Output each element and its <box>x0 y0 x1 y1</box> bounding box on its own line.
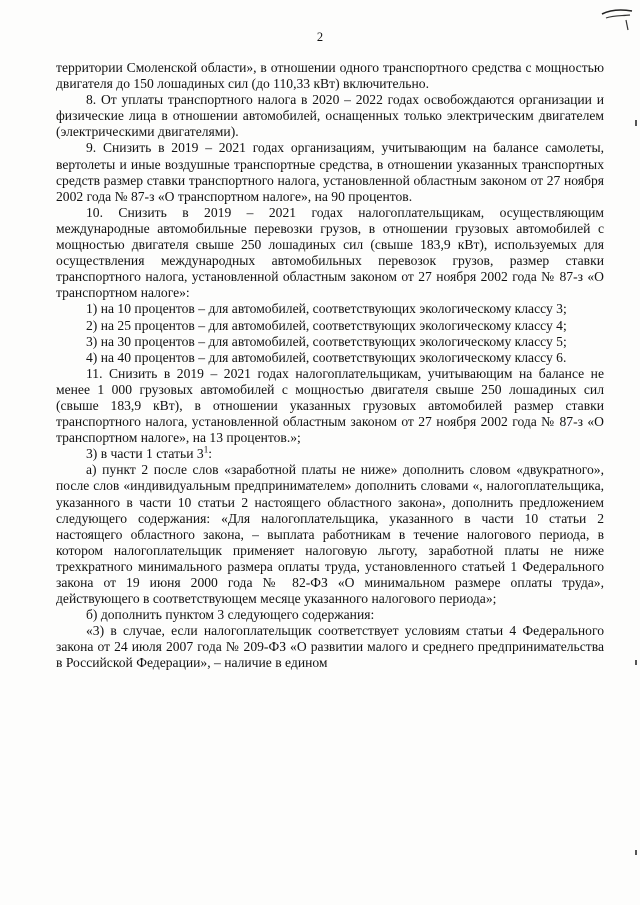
scan-edge-mark <box>635 850 637 855</box>
page-number: 2 <box>316 30 324 44</box>
document-body <box>56 60 604 672</box>
handwritten-mark-icon <box>600 6 634 32</box>
paragraph: 11. Снизить в 2019 – 2021 годах налогоплательщикам, учитывающим на балансе не менее 1 000 грузовых автомобилей с мощностью двигателя свыше 250 лошадиных сил (свыше 183,9 кВт), в отношении указанных грузовых автомобилей размер ставки транспортного налога, установленной областным законом от 27 ноября 2002 года № 87-з «О транспортном налоге», на 13 процентов.»; <box>56 365 604 446</box>
paragraph: б) дополнить пунктом 3 следующего содержания: <box>86 607 375 623</box>
scan-edge-mark <box>635 660 637 665</box>
scan-edge-mark <box>635 120 637 126</box>
list-item: 3) на 30 процентов – для автомобилей, соответствующих экологическому классу 5; <box>86 333 567 349</box>
paragraph: 8. От уплаты транспортного налога в 2020 – 2022 годах освобождаются организации и физические лица в отношении автомобилей, оснащенных только электрическим двигателем (электрическими двигателями). <box>56 92 604 140</box>
paragraph: а) пункт 2 после слов «заработной платы не ниже» дополнить словом «двукратного», после слов «индивидуальным предпринимателем» дополнить словами «, налогоплательщика, указанного в части 10 статьи 2 настоящего областного закона», дополнить предложением следующего содержания: «Для налогоплательщика, указанного в части 10 статьи 2 настоящего областного закона, – выплата работникам в течение налогового периода, в котором налогоплательщик применяет налоговую льготу, заработной платы не ниже трехкратного минимального размера оплаты труда, установленного статьей 1 Федерального закона от 19 июня 2000 года № 82-ФЗ «О минимальном размере оплаты труда», действующего в соответствующем месяце указанного налогового периода»; <box>56 462 604 607</box>
list-item: 2) на 25 процентов – для автомобилей, соответствующих экологическому классу 4; <box>86 317 567 333</box>
paragraph: «3) в случае, если налогоплательщик соответствует условиям статьи 4 Федерального закона от 24 июля 2007 года № 209-ФЗ «О развитии малого и среднего предпринимательства в Российской Федерации», – наличие в едином <box>56 623 604 671</box>
list-item: 4) на 40 процентов – для автомобилей, соответствующих экологическому классу 6. <box>86 349 567 365</box>
paragraph: 9. Снизить в 2019 – 2021 годах организациям, учитывающим на балансе самолеты, вертолеты и иные воздушные транспортные средства, в отношении указанных транспортных средств размер ставки транспортного налога, установленной областным законом от 27 ноября 2002 года № 87-з «О транспортном налоге», на 90 процентов. <box>56 140 604 204</box>
paragraph: 10. Снизить в 2019 – 2021 годах налогоплательщикам, осуществляющим международные автомобильные перевозки грузов, в отношении грузовых автомобилей с мощностью двигателя свыше 250 лошадиных сил (свыше 183,9 кВт), используемых для осуществления международных автомобильных перевозок грузов, размер ставки транспортного налога, установленной областным законом от 27 ноября 2002 года № 87-з «О транспортном налоге»: <box>56 204 604 301</box>
paragraph: территории Смоленской области», в отношении одного транспортного средства с мощностью двигателя до 150 лошадиных сил (до 110,33 кВт) включительно. <box>56 60 604 92</box>
paragraph: 3) в части 1 статьи $3^1$: <box>86 444 212 462</box>
superscript: 1 <box>203 444 209 455</box>
list-item: 1) на 10 процентов – для автомобилей, соответствующих экологическому классу 3; <box>86 301 567 317</box>
